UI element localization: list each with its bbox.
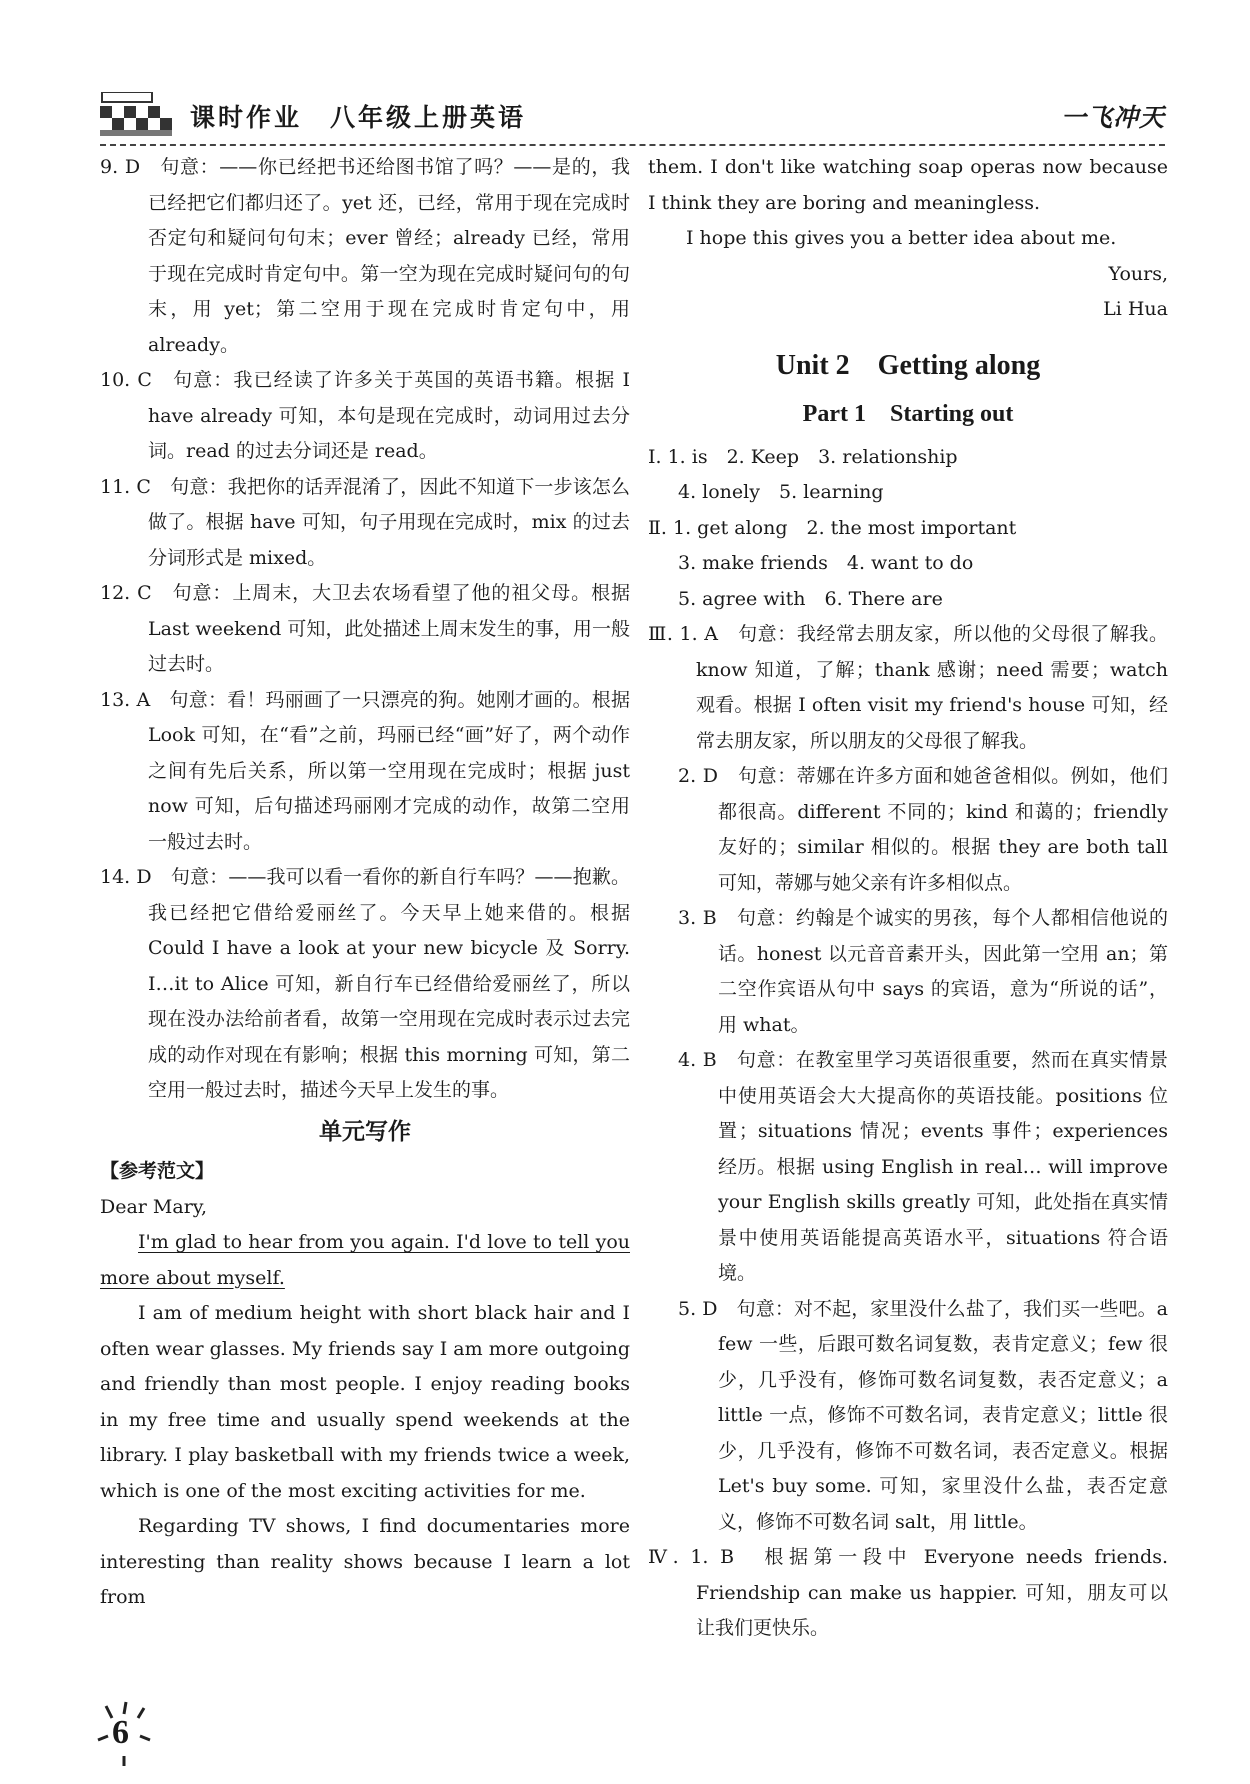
letter-paragraph-4: I hope this gives you a better idea about me. (686, 227, 1117, 249)
letter-paragraph-3: Regarding TV shows, I find documentaries more interesting than reality shows because I learn a lot from (100, 1515, 630, 1608)
unit-title: Unit 2 Getting along (775, 349, 1041, 381)
checker-logo-icon (100, 92, 172, 140)
writing-section-title: 单元写作 (319, 1118, 411, 1145)
section-2-line-3: 5. agree with 6. There are (678, 587, 943, 610)
section-3-answer-1: Ⅲ. 1. A 句意：我经常去朋友家，所以他的父母很了解我。know 知道，了解；thank 感谢；need 需要；watch 观看。根据 I often visit my friend's house 可知，经常去朋友家，所以朋友的父母很了解我。 (648, 623, 1168, 752)
letter-paragraph-2: I am of medium height with short black hair and I often wear glasses. My friends say I am more outgoing and friendly than most people. I enjoy reading books in my free time and usually spend weekends at the library. I play basketball with my friends twice a week, which is one of the most exciting activities for me. (100, 1302, 630, 1502)
brand-logo: 一飞冲天 (1060, 103, 1165, 132)
section-2-line-1: Ⅱ. 1. get along 2. the most important (648, 516, 1017, 539)
section-3-answer-2: 2. D 句意：蒂娜在许多方面和她爸爸相似。例如，他们都很高。different 不同的；kind 和蔼的；friendly 友好的；similar 相似的。根据 they are both tall 可知，蒂娜与她父亲有许多相似点。 (678, 765, 1168, 894)
answer-10: 10. C 句意：我已经读了许多关于英国的英语书籍。根据 I have already 可知，本句是现在完成时，动词用过去分词。read 的过去分词还是 read。 (100, 369, 630, 462)
section-1-line-1: Ⅰ. 1. is 2. Keep 3. relationship (648, 445, 958, 468)
book-title: 课时作业 八年级上册英语 (190, 103, 527, 132)
section-3-answer-4: 4. B 句意：在教室里学习英语很重要，然而在真实情景中使用英语会大大提高你的英语技能。positions 位置；situations 情况；events 事件；experiences 经历。根据 using English in real… will improve your English skills greatly 可知，此处指在真实情景中使用英语能提高英语水平，situations 符合语境。 (678, 1049, 1168, 1284)
letter-closing: Yours, (1108, 262, 1168, 285)
answer-9: 9. D 句意：——你已经把书还给图书馆了吗？——是的，我已经把它们都归还了。yet 还，已经，常用于现在完成时否定句和疑问句句末；ever 曾经；already 已经，常用于现在完成时肯定句中。第一空为现在完成时疑问句的句末，用 yet；第二空用于现在完成时肯定句中，用 already。 (100, 156, 630, 356)
section-3-answer-5: 5. D 句意：对不起，家里没什么盐了，我们买一些吧。a few 一些，后跟可数名词复数，表肯定意义；few 很少，几乎没有，修饰可数名词复数，表否定意义；a little 一点，修饰不可数名词，表肯定意义；little 很少，几乎没有，修饰不可数名词，表否定意义。根据 Let's buy some. 可知，家里没什么盐，表否定意义，修饰不可数名词 salt，用 little。 (678, 1297, 1168, 1533)
answer-11: 11. C 句意：我把你的话弄混淆了，因此不知道下一步该怎么做了。根据 have 可知，句子用现在完成时，mix 的过去分词形式是 mixed。 (100, 475, 630, 569)
header-divider (100, 144, 1165, 146)
letter-greeting: Dear Mary, (100, 1195, 208, 1218)
answer-12: 12. C 句意：上周末，大卫去农场看望了他的祖父母。根据 Last weekend 可知，此处描述上周末发生的事，用一般过去时。 (100, 582, 630, 675)
page-header (100, 92, 1165, 144)
section-4-answer-1: Ⅳ. 1. B 根据第一段中 Everyone needs friends. Friendship can make us happier. 可知，朋友可以让我们更快乐。 (648, 1546, 1168, 1639)
section-3-answer-3: 3. B 句意：约翰是个诚实的男孩，每个人都相信他说的话。honest 以元音音素开头，因此第一空用 an；第二空作宾语从句中 says 的宾语，意为“所说的话”，用 what。 (678, 907, 1168, 1036)
letter-signature: Li Hua (1103, 298, 1168, 320)
section-1-line-2: 4. lonely 5. learning (678, 481, 884, 503)
answer-13: 13. A 句意：看！玛丽画了一只漂亮的狗。她刚才画的。根据 Look 可知，在“看”之前，玛丽已经“画”好了，两个动作之间有先后关系，所以第一空用现在完成时；根据 just now 可知，后句描述玛丽刚才完成的动作，故第二空用一般过去时。 (100, 688, 630, 853)
reference-label: 【参考范文】 (100, 1160, 215, 1182)
sparkle-icon (94, 1700, 164, 1770)
left-column (100, 150, 630, 1616)
answer-14: 14. D 句意：——我可以看一看你的新自行车吗？——抱歉。我已经把它借给爱丽丝了。今天早上她来借的。根据 Could I have a look at your new bicycle 及 Sorry. I…it to Alice 可知，新自行车已经借给爱丽丝了，所以现在没办法给前者看，故第一空用现在完成时表示过去完成的动作对现在有影响；根据 this morning 可知，第二空用一般过去时，描述今天早上发生的事。 (100, 866, 630, 1101)
page-number: 6 (112, 1714, 129, 1751)
letter-paragraph-3-continued: them. I don't like watching soap operas now because I think they are boring and meaningless. (648, 156, 1168, 214)
part-title: Part 1 Starting out (802, 400, 1014, 427)
letter-paragraph-1: I'm glad to hear from you again. I'd love to tell you more about myself. (100, 1231, 630, 1289)
section-2-line-2: 3. make friends 4. want to do (678, 552, 974, 574)
right-column (648, 150, 1168, 1647)
